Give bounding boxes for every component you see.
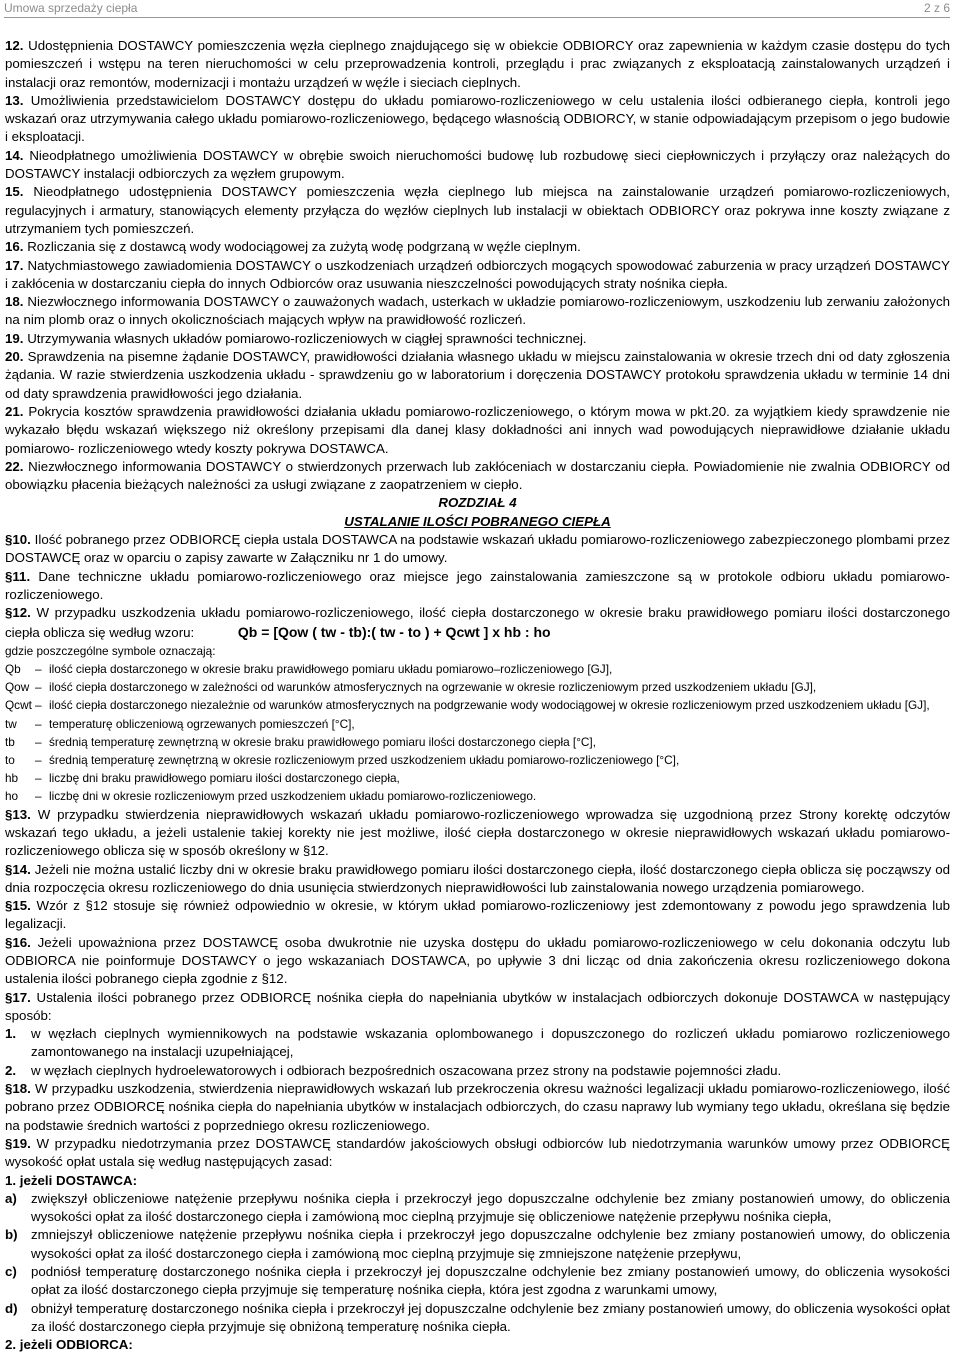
paragraph-text: Nieodpłatnego udostępnienia DOSTAWCY pomieszczenia węzła cieplnego lub miejsca na zainstalowanie urządzeń pomiarowo-rozliczeniowych, regulacyjnych i armatury, stanowiących elementy przyłącza do węzłów cieplnych lub instalacji w obiektach ODBIORCY oraz pokrywa inne koszty związane z utrzymaniem tych pomieszczeń. — [5, 184, 951, 236]
paragraph-number: §16. — [5, 934, 31, 950]
legend-symbol: hb — [5, 771, 19, 786]
paragraph-number: §19. — [5, 1135, 31, 1151]
sub-point — [5, 1263, 950, 1300]
sub-point-text: obniżył temperaturę dostarczonego nośnika ciepła i przekroczył jej dopuszczalne odchylenie bez zmiany postanowień umowy, do obliczenia wysokości opłat za ilość dostarczonego ciepła przyjmuje się obniżoną temperaturę nośnika ciepła. — [31, 1300, 950, 1334]
p19-case-supplier: 1. jeżeli DOSTAWCA: — [5, 1172, 138, 1188]
legend-symbol: tw — [5, 716, 17, 731]
sub-point-label: 1. — [5, 1026, 17, 1042]
paragraph-text: W przypadku uszkodzenia układu pomiarowo-rozliczeniowego, ilość ciepła dostarczonego w okresie braku prawidłowego pomiaru ilości dostarczonego ciepła oblicza się według wzoru: — [5, 605, 950, 640]
paragraph-number: 12. — [5, 38, 24, 53]
legend-text: temperaturę obliczeniową ogrzewanych pomieszczeń [°C], — [49, 716, 355, 731]
legend-text: ilość ciepła dostarczonego w zależności od warunków atmosferycznych na ogrzewanie w okresie rozliczeniowym przed uszkodzeniem układu [GJ], — [49, 680, 817, 695]
sub-point-label: c) — [5, 1264, 17, 1280]
paragraph-number: 18. — [5, 294, 24, 310]
paragraph-text: Nieodpłatnego umożliwienia DOSTAWCY w obrębie swoich nieruchomości budowę lub rozbudowę sieci ciepłowniczych i przyłączy oraz należących do DOSTAWCY instalacji odbiorczych za węzłem grupowym. — [5, 147, 950, 182]
numbered-paragraph — [5, 989, 950, 1026]
legend-row — [5, 769, 950, 787]
paragraph-text: Niezwłocznego informowania DOSTAWCY o zauważonych wadach, usterkach w układzie pomiarowo-rozliczeniowym, uszkodzeniu lub zerwaniu założonych na nim plomb oraz o innych okolicznościach mających wpływ na prawidłowość rozliczeń. — [5, 294, 950, 328]
paragraph-number: 14. — [5, 147, 24, 163]
paragraph-number: §14. — [5, 861, 31, 877]
legend-row — [5, 751, 950, 769]
sub-point-label: a) — [5, 1190, 17, 1206]
sub-point-text: zwiększył obliczeniowe natężenie przepływu nośnika ciepła i przekroczył jego dopuszczalne odchylenie bez zmiany postanowień umowy, do obliczenia wysokości opłat za ilość dostarczonego ciepła i zamówioną moc cieplną przyjmuje się obliczeniowe natężenie przepływu nośnika ciepła, — [31, 1190, 950, 1225]
numbered-paragraph — [5, 1135, 950, 1172]
legend-dash: – — [35, 680, 42, 695]
sub-point-text: w węzłach cieplnych hydroelewatorowych i odbiorach bezpośrednich oszacowana przez strony na podstawie pojemności zładu. — [31, 1062, 782, 1078]
obligations-list — [5, 37, 950, 494]
formula-legend — [5, 642, 950, 806]
numbered-paragraph — [5, 403, 950, 458]
numbered-paragraph — [5, 147, 950, 184]
document-title: Umowa sprzedaży ciepła — [4, 1, 138, 15]
paragraph-number: §15. — [5, 898, 31, 914]
paragraph-text: Jeżeli nie można ustalić liczby dni w okresie braku prawidłowego pomiaru ilości dostarczonego ciepła, ilość dostarczonego ciepła oblicza się począwszy od dnia rozpoczęcia okresu rozliczeniowego do dnia usunięcia stwierdzonych nieprawidłowości lub zainstalowania nowego urządzenia pomiarowego. — [5, 861, 950, 895]
numbered-paragraph — [5, 183, 950, 238]
legend-intro: gdzie poszczególne symbole oznaczają: — [5, 643, 216, 658]
legend-text: średnią temperaturę zewnętrzną w okresie braku prawidłowego pomiaru ilości dostarczonego ciepła [°C], — [49, 734, 596, 749]
legend-dash: – — [35, 771, 42, 786]
numbered-paragraph — [5, 238, 950, 256]
paragraph-text: Ustalenia ilości pobranego przez ODBIORCĘ nośnika ciepła do napełniania ubytków w instalacjach odbiorczych dokonuje DOSTAWCA w następujący sposób: — [5, 989, 950, 1023]
numbered-paragraph — [5, 293, 950, 330]
legend-dash: – — [35, 753, 42, 768]
numbered-paragraph — [5, 531, 950, 568]
paragraph-text: W przypadku uszkodzenia, stwierdzenia nieprawidłowych wskazań lub przekroczenia okresu ważności legalizacji układu pomiarowo-rozliczeniowego, ilość pobrano przez ODBIORCĘ nośnika ciepła do napełniania ubytków w instalacjach odbiorczych, do czasu naprawy lub wymiany tego układu, określana się będzie na podstawie średnich wartości z poprzedniego okresu rozliczeniowego. — [5, 1081, 950, 1133]
paragraphs-10-11 — [5, 531, 950, 604]
paragraph-number: §13. — [5, 806, 31, 822]
paragraph-number: §10. — [5, 532, 31, 548]
legend-symbol: to — [5, 753, 15, 768]
sub-point — [5, 1190, 950, 1227]
sub-point-text: w węzłach cieplnych wymiennikowych na podstawie wskazania oplombowanego i dopuszczonego do rozliczeń układu pomiarowo rozliczeniowego zamontowanego na instalacji uzupełniającej, — [31, 1026, 950, 1060]
paragraph-number: 22. — [5, 458, 24, 474]
document-body — [5, 37, 950, 1355]
legend-text: ilość ciepła dostarczonego w okresie braku prawidłowego pomiaru układu pomiarowo–rozliczeniowego [GJ], — [49, 662, 613, 676]
legend-symbol: Qb — [5, 662, 21, 676]
legend-symbol: ho — [5, 789, 19, 804]
paragraph-number: 21. — [5, 403, 24, 419]
paragraph-text: W przypadku stwierdzenia nieprawidłowych wskazań układu pomiarowo-rozliczeniowego wprowadza się uzgodnioną przez Strony korektę odczytów wskazań tego układu, a jeżeli ustalenie takiej korekty nie jest możliwe, ilość ciepła dostarczonego w okresie nieprawidłowych wskazań układu pomiarowo-rozliczeniowego oblicza się w sposób określony w §12. — [5, 806, 950, 859]
numbered-paragraph — [5, 257, 950, 294]
header-rule — [4, 17, 950, 18]
p19-case-recipient: 2. jeżeli ODBIORCA: — [5, 1337, 133, 1353]
sub-point-label: 2. — [5, 1062, 17, 1078]
numbered-paragraph — [5, 37, 950, 92]
numbered-paragraph — [5, 897, 950, 934]
legend-symbol: Qcwt — [5, 698, 32, 713]
paragraph-text: Dane techniczne układu pomiarowo-rozliczeniowego oraz miejsce jego zainstalowania zamieszczone są w protokole odbioru układu pomiarowo-rozliczeniowego. — [5, 568, 950, 602]
paragraph-text: Rozliczania się z dostawcą wody wodociągowej za zużytą wodę podgrzaną w węźle cieplnym. — [27, 239, 581, 255]
numbered-paragraph — [5, 330, 950, 348]
paragraph-number: §11. — [5, 568, 31, 584]
paragraph-number: 13. — [5, 92, 24, 108]
paragraph-text: Umożliwienia przedstawicielom DOSTAWCY dostępu do układu pomiarowo-rozliczeniowego w celu ustalenia ilości odbieranego ciepła, kontroli jego wskazań oraz utrzymywania całego układu pomiarowo-rozliczeniowego, będącego własnością ODBIORCY, w stanie odpowiadającym przepisom o jego budowie i eksploatacji. — [5, 92, 950, 145]
numbered-paragraph — [5, 348, 950, 403]
paragraph-text: Sprawdzenia na pisemne żądanie DOSTAWCY, prawidłowości działania własnego układu w miejscu zainstalowania w okresie trzech dni od daty zgłoszenia żądania. W razie stwierdzenia uszkodzenia układu - sprawdzeniu go w laboratorium i doręczenia DOSTAWCY protokołu sprawdzenia układu w terminie 14 dni od daty sprawdzenia prawidłowości jego działania. — [5, 349, 951, 401]
numbered-paragraph — [5, 568, 950, 605]
legend-symbol: Qow — [5, 680, 30, 695]
paragraphs-13-17 — [5, 806, 950, 1026]
paragraph-text: Pokrycia kosztów sprawdzenia prawidłowości działania układu pomiarowo-rozliczeniowego, o którym mowa w pkt.20. za wyjątkiem kiedy sprawdzenie nie wykazało błędu wskazań większego niż określony przepisami dla danej klasy dokładności ani innych wad powodujących nieprawidłowe działanie układu pomiarowo- rozliczeniowego wtedy koszty pokrywa DOSTAWCA. — [5, 403, 950, 456]
sub-point-label: b) — [5, 1227, 18, 1243]
paragraph-text: Ilość pobranego przez ODBIORCĘ ciepła ustala DOSTAWCA na podstawie wskazań układu pomiarowo-rozliczeniowego zabezpieczonego plombami przez DOSTAWCĘ oraz w oparciu o zapisy zawarte w Załączniku nr 1 do umowy. — [5, 532, 950, 566]
heat-formula: Qb = [Qow ( tw - tb):( tw - to ) + Qcwt ] x hb : ho — [237, 623, 551, 640]
chapter-title: USTALANIE ILOŚCI POBRANEGO CIEPŁA — [344, 513, 611, 529]
paragraph-number: §12. — [5, 605, 31, 621]
paragraph-text: Natychmiastowego zawiadomienia DOSTAWCY o uszkodzeniach urządzeń odbiorczych mogących spowodować zaburzenia w pracy urządzeń DOSTAWCY i zakłócenia w dostarczaniu ciepła do innych Odbiorców oraz usuwania nieszczelności powodujących straty nośnika ciepła. — [5, 257, 950, 291]
sub-point — [5, 1062, 950, 1080]
paragraph-number: §17. — [5, 989, 31, 1005]
legend-dash: – — [35, 789, 42, 804]
paragraph-text: Jeżeli upoważniona przez DOSTAWCĘ osoba dwukrotnie nie uzyska dostępu do układu pomiarowo-rozliczeniowego w celu dokonania odczytu lub ODBIORCA nie poinformuje DOSTAWCY o jego wskazaniach DOSTAWCA, po upływie 3 dni licząc od dnia zakończenia okresu rozliczeniowego dokona ustalenia ilości pobranego ciepła zgodnie z §12. — [5, 934, 950, 987]
sub-point-text: podniósł temperaturę dostarczonego nośnika ciepła i przekroczył jej dopuszczalne odchylenie bez zmiany postanowień umowy, do obliczenia wysokości opłat za ilość dostarczonego ciepła przyjmuje się temperaturę nośnika ciepła, która jest zgodna z warunkami umowy, — [31, 1264, 950, 1298]
paragraph-number: 17. — [5, 257, 24, 273]
paragraph-number: 16. — [5, 239, 24, 255]
sub-point-label: d) — [5, 1300, 18, 1316]
paragraph-text: Niezwłocznego informowania DOSTAWCY o stwierdzonych przerwach lub zakłóceniach w dostarczaniu ciepła. Powiadomienie nie zwalnia ODBIORCY od obowiązku płacenia bieżących należności za usługi związane z zaopatrzeniem w ciepło. — [5, 458, 950, 493]
legend-dash: – — [35, 734, 42, 749]
paragraph-text: W przypadku niedotrzymania przez DOSTAWCĘ standardów jakościowych obsługi odbiorców lub niedotrzymania warunków umowy przez ODBIORCĘ wysokość opłat ustala się według następujących zasad: — [5, 1135, 950, 1170]
paragraph-17-points — [5, 1025, 950, 1080]
paragraph-text: Utrzymywania własnych układów pomiarowo-rozliczeniowych w ciągłej sprawności technicznej. — [27, 330, 587, 346]
sub-point — [5, 1300, 950, 1337]
paragraph-number: 19. — [5, 330, 24, 346]
legend-row — [5, 715, 950, 733]
sub-point — [5, 1226, 950, 1263]
legend-text: ilość ciepła dostarczonego niezależnie od warunków atmosferycznych na podgrzewanie wody wodociągowej w okresie rozliczeniowym przed uszkodzeniem układu [GJ], — [49, 698, 930, 713]
legend-symbol: tb — [5, 734, 15, 749]
numbered-paragraph — [5, 806, 950, 861]
legend-text: liczbę dni braku prawidłowego pomiaru ilości dostarczonego ciepła, — [49, 771, 400, 786]
numbered-paragraph — [5, 1080, 950, 1135]
paragraph-text: Udostępnienia DOSTAWCY pomieszczenia węzła cieplnego znajdującego się w obiekcie ODBIORCY oraz zapewnienia w każdym czasie dostępu do tych pomieszczeń i wstępu na teren nieruchomości w celu przeprowadzenia kontroli, przeglądu i prac związanych z eksploatacją zainstalowanych urządzeń i instalacji oraz remontów, modernizacji i montażu urządzeń w węźle i sieciach cieplnych. — [5, 38, 950, 90]
sub-point — [5, 1025, 950, 1062]
paragraph-number: §18. — [5, 1081, 31, 1097]
numbered-paragraph — [5, 92, 950, 147]
legend-row — [5, 696, 950, 714]
numbered-paragraph — [5, 458, 950, 495]
sub-point-text: zmniejszył obliczeniowe natężenie przepływu nośnika ciepła i przekroczył jego dopuszczalne odchylenie bez zmiany postanowień umowy, do obliczenia wysokości opłat za ilość dostarczonego ciepła i zamówioną moc cieplną przyjmuje się zmniejszone natężenie przepływu, — [31, 1227, 950, 1261]
numbered-paragraph — [5, 861, 950, 898]
paragraphs-18-19 — [5, 1080, 950, 1171]
legend-row — [5, 660, 950, 678]
chapter-number: ROZDZIAŁ 4 — [438, 495, 517, 511]
legend-dash: – — [35, 716, 42, 731]
legend-text: liczbę dni w okresie rozliczeniowym przed uszkodzeniem układu pomiarowo-rozliczeniowego. — [49, 789, 537, 804]
paragraph-text: Wzór z §12 stosuje się również odpowiednio w okresie, w którym układ pomiarowo-rozliczeniowy jest zdemontowany z powodu jego sprawdzenia lub legalizacji. — [5, 898, 950, 932]
page-header — [4, 0, 950, 18]
legend-dash: – — [35, 662, 42, 676]
paragraph-12 — [5, 604, 950, 642]
paragraph-number: 15. — [5, 184, 24, 200]
legend-row — [5, 733, 950, 751]
legend-row — [5, 678, 950, 696]
page-number: 2 z 6 — [923, 1, 950, 15]
legend-dash: – — [35, 698, 42, 713]
legend-text: średnią temperaturę zewnętrzną w okresie rozliczeniowym przed uszkodzeniem układu pomiarowo-rozliczeniowego [°C], — [49, 753, 680, 768]
paragraph-number: 20. — [5, 349, 24, 365]
numbered-paragraph — [5, 934, 950, 989]
legend-row — [5, 787, 950, 805]
paragraph-19-points — [5, 1190, 950, 1336]
